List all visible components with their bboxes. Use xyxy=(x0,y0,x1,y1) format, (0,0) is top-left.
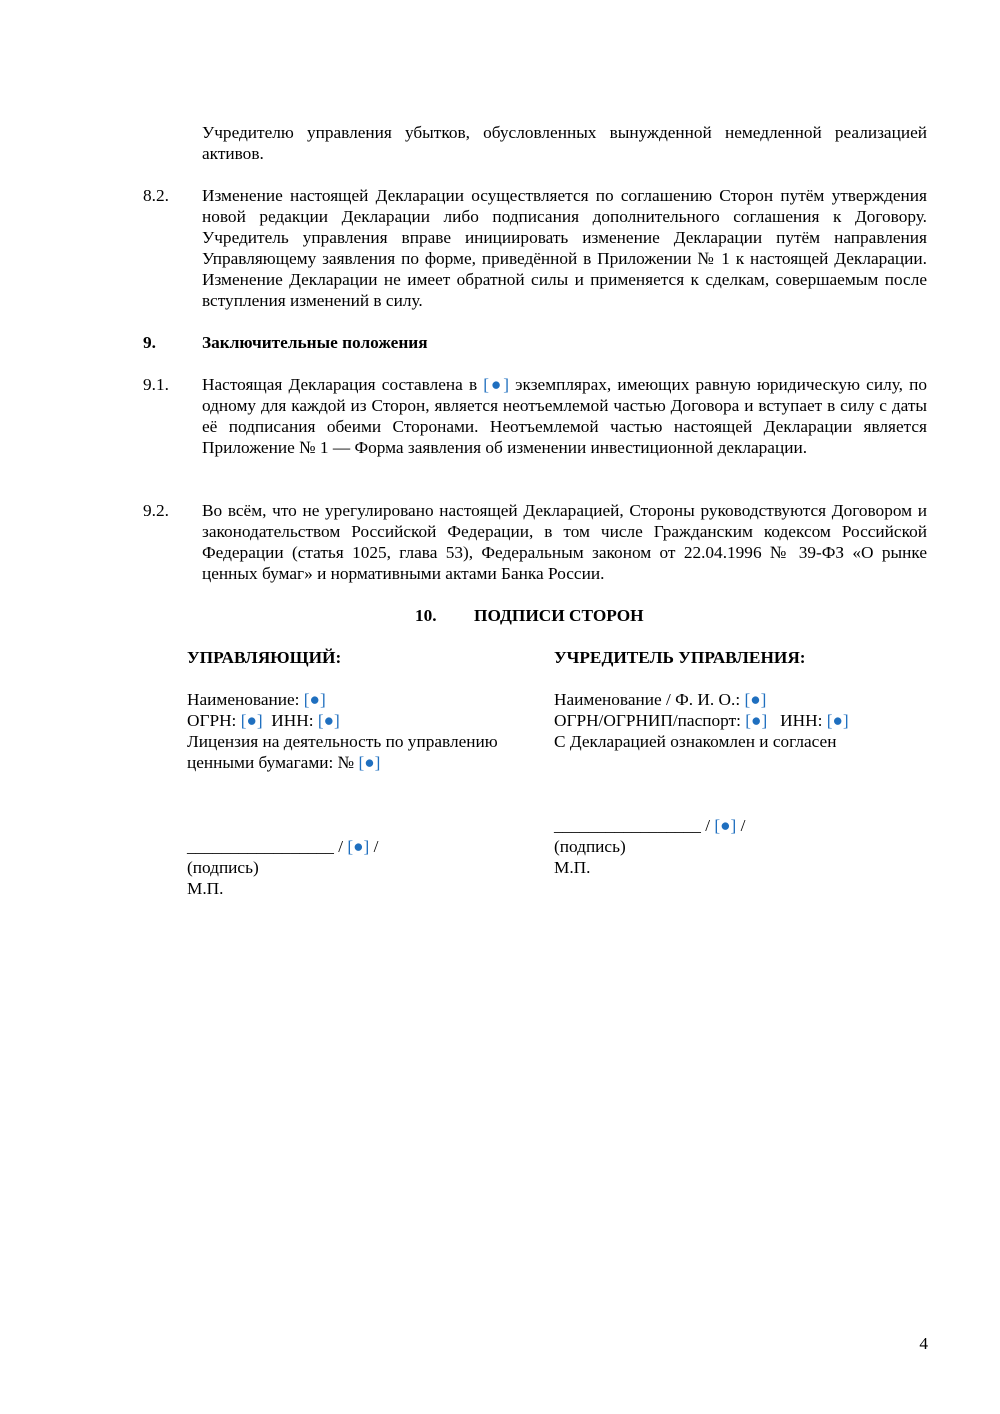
manager-stamp: М.П. xyxy=(187,879,224,898)
clause-text: Во всём, что не урегулировано настоящей Декларацией, Стороны руководствуются Договором и законодательством Российской Федерации, в том числе Гражданским кодексом Российской Федерации (статья 1025, глава 53), Федеральным законом от 22.04.1996 № 39-ФЗ «О рынке ценных бумаг» и нормативными актами Банка России. xyxy=(202,501,927,583)
placeholder-marker: [●] xyxy=(240,711,263,730)
founder-signature-caption: (подпись) xyxy=(554,837,626,856)
section-title: ПОДПИСИ СТОРОН xyxy=(474,606,644,625)
placeholder-marker: [●] xyxy=(347,837,370,856)
field-label: ОГРН/ОГРНИП/паспорт: xyxy=(554,711,746,730)
placeholder-marker: [●] xyxy=(744,690,767,709)
clause-9-1 xyxy=(143,374,927,458)
manager-license-line xyxy=(187,731,532,773)
clause-9-2 xyxy=(143,500,927,584)
field-label: ОГРН: xyxy=(187,711,241,730)
clause-continuation xyxy=(143,122,927,164)
field-label: Лицензия на деятельность по управлению ценными бумагами: № xyxy=(187,732,498,772)
signature-underline: _________________ / xyxy=(187,837,348,856)
manager-signature-line xyxy=(187,836,532,857)
field-label: ИНН: xyxy=(780,711,827,730)
field-label: Наименование / Ф. И. О.: xyxy=(554,690,745,709)
clause-8-2 xyxy=(143,185,927,311)
founder-heading: УЧРЕДИТЕЛЬ УПРАВЛЕНИЯ: xyxy=(554,648,806,667)
field-label: Наименование: xyxy=(187,690,304,709)
page-number: 4 xyxy=(919,1334,928,1353)
manager-name-line xyxy=(187,689,532,710)
clause-text xyxy=(202,374,927,458)
clause-number: 9.2. xyxy=(143,501,169,520)
placeholder-marker: [●] xyxy=(826,711,849,730)
placeholder-marker: [●] xyxy=(358,753,381,772)
signature-close: / xyxy=(369,837,379,856)
founder-signature-block xyxy=(554,647,927,878)
placeholder-marker: [●] xyxy=(303,690,326,709)
section-number: 9. xyxy=(143,333,156,352)
section-9-heading xyxy=(143,332,927,353)
clause-number: 9.1. xyxy=(143,375,169,394)
placeholder-marker: [●] xyxy=(745,711,768,730)
placeholder-marker: [●] xyxy=(714,816,737,835)
section-title: Заключительные положения xyxy=(202,333,428,352)
section-10-heading xyxy=(0,605,1000,626)
founder-name-line xyxy=(554,689,927,710)
field-label: ИНН: xyxy=(271,711,318,730)
manager-signature-caption: (подпись) xyxy=(187,858,259,877)
founder-stamp: М.П. xyxy=(554,858,591,877)
founder-acknowledgement: С Декларацией ознакомлен и согласен xyxy=(554,732,837,751)
manager-ogrn-line xyxy=(187,710,532,731)
manager-signature-block xyxy=(187,647,532,899)
signature-close: / xyxy=(736,816,746,835)
clause-continuation-text: Учредителю управления убытков, обусловленных вынужденной немедленной реализацией активов. xyxy=(202,123,927,163)
clause-text-part: Настоящая Декларация составлена в xyxy=(202,375,484,394)
section-number: 10. xyxy=(415,606,437,625)
founder-signature-line xyxy=(554,815,927,836)
clause-number: 8.2. xyxy=(143,186,169,205)
manager-heading: УПРАВЛЯЮЩИЙ: xyxy=(187,648,342,667)
placeholder-marker: [●] xyxy=(483,375,509,394)
founder-ogrn-line xyxy=(554,710,927,731)
clause-text-part: экземплярах, имеющих равную юридическую силу, по одному для каждой из Сторон, является неотъемлемой частью Договора и вступает в силу с даты её подписания обеими Сторонами. Неотъемлемой частью настоящей Декларации является Приложение № 1 — Форма заявления об изменении инвестиционной декларации. xyxy=(202,375,927,457)
signature-underline: _________________ / xyxy=(554,816,715,835)
placeholder-marker: [●] xyxy=(317,711,340,730)
clause-text: Изменение настоящей Декларации осуществляется по соглашению Сторон путём утверждения новой редакции Декларации либо подписания дополнительного соглашения к Договору. Учредитель управления вправе инициировать изменение Декларации путём направления Управляющему заявления по форме, приведённой в Приложении № 1 к настоящей Декларации. Изменение Декларации не имеет обратной силы и применяется к сделкам, совершаемым после вступления изменений в силу. xyxy=(202,186,927,310)
